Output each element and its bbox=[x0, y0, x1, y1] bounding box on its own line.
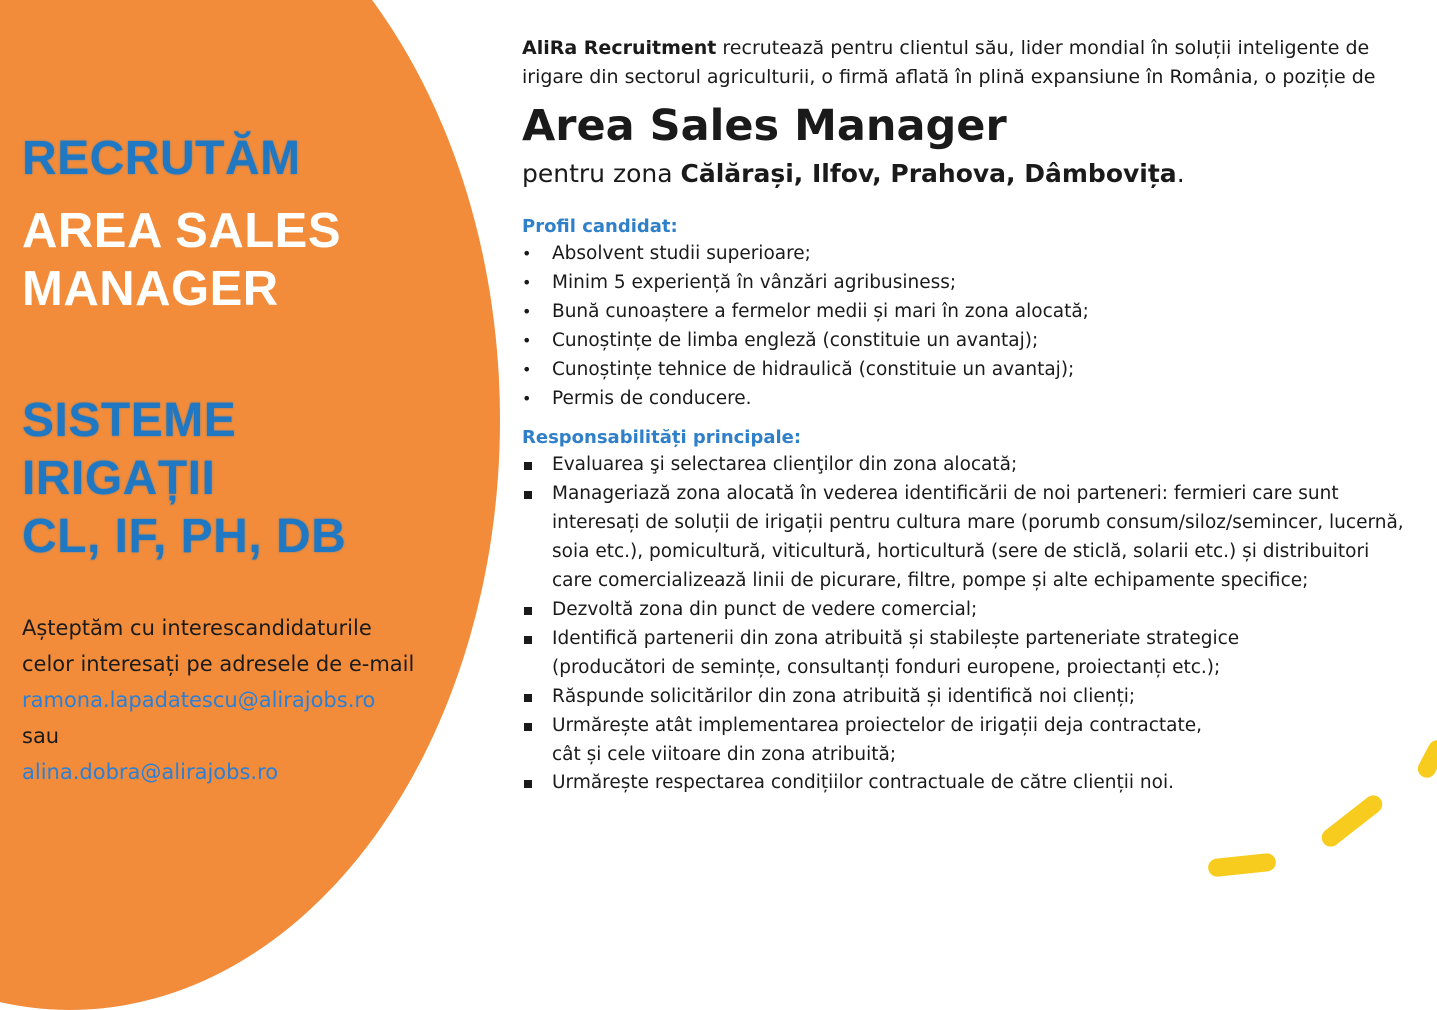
list-item: • Bună cunoaștere a fermelor medii și mari în zona alocată; bbox=[522, 298, 1422, 327]
bullet-dot-icon: • bbox=[522, 359, 532, 379]
list-item: • Cunoștințe de limba engleză (constituie un avantaj); bbox=[522, 327, 1422, 356]
list-item: Evaluarea şi selectarea clienţilor din zona alocată; bbox=[522, 451, 1422, 480]
zone-regions: Călărași, Ilfov, Prahova, Dâmbovița bbox=[680, 159, 1177, 188]
contact-block bbox=[22, 610, 492, 790]
list-item: • Absolvent studii superioare; bbox=[522, 240, 1422, 269]
bullet-square-icon bbox=[524, 607, 532, 615]
job-title: Area Sales Manager bbox=[522, 101, 1007, 151]
bullet-square-icon bbox=[524, 491, 532, 499]
email-link-ramona[interactable]: ramona.lapadatescu@alirajobs.ro bbox=[22, 688, 376, 712]
list-item: Dezvoltă zona din punct de vedere comercial; bbox=[522, 596, 1422, 625]
yellow-accent-dash bbox=[1318, 792, 1386, 851]
recrutam-heading: RECRUTĂM bbox=[22, 132, 301, 185]
contact-or: sau bbox=[22, 724, 60, 748]
role-line-1: AREA SALES bbox=[22, 204, 342, 258]
responsibilities-heading: Responsabilități principale: bbox=[522, 427, 802, 449]
company-name: AliRa Recruitment bbox=[522, 37, 717, 59]
bullet-dot-icon: • bbox=[522, 272, 532, 292]
system-line-3: CL, IF, PH, DB bbox=[22, 510, 347, 563]
bullet-dot-icon: • bbox=[522, 301, 532, 321]
yellow-accent-dash bbox=[1207, 852, 1277, 877]
list-item: Urmărește respectarea condițiilor contractuale de către clienții noi. bbox=[522, 769, 1422, 798]
system-line-1: SISTEME bbox=[22, 394, 237, 447]
bullet-dot-icon: • bbox=[522, 330, 532, 350]
system-line-2: IRIGAȚII bbox=[22, 452, 216, 505]
profile-list bbox=[522, 240, 1422, 413]
profile-heading: Profil candidat: bbox=[522, 216, 678, 237]
bullet-square-icon bbox=[524, 780, 532, 788]
list-item: Urmărește atât implementarea proiectelor de irigații deja contractate, cât și cele viitoare din zona atribuită; bbox=[522, 712, 1422, 770]
bullet-dot-icon: • bbox=[522, 244, 532, 263]
intro-text-line-2: irigare din sectorul agriculturii, o firmă aflată în plină expansiune în România, o poziție de bbox=[522, 66, 1376, 88]
bullet-dot-icon: • bbox=[522, 388, 532, 408]
bullet-square-icon bbox=[524, 694, 532, 702]
list-item: Identifică partenerii din zona atribuită și stabilește parteneriate strategice (producători de semințe, consultanți fonduri europene, proiectanți etc.); bbox=[522, 625, 1422, 683]
list-item: Răspunde solicitărilor din zona atribuită și identifică noi clienți; bbox=[522, 683, 1422, 712]
responsibilities-list bbox=[522, 451, 1422, 798]
zone-suffix: . bbox=[1176, 159, 1185, 188]
bullet-square-icon bbox=[524, 723, 532, 731]
list-item: • Minim 5 experiență în vânzări agribusiness; bbox=[522, 269, 1422, 298]
bullet-square-icon bbox=[524, 462, 532, 470]
contact-line-2: celor interesați pe adresele de e-mail bbox=[22, 652, 415, 676]
intro-text: recrutează pentru clientul său, lider mondial în soluții inteligente de bbox=[716, 37, 1370, 59]
bullet-square-icon bbox=[524, 636, 532, 644]
role-heading bbox=[22, 202, 341, 318]
email-link-alina[interactable]: alina.dobra@alirajobs.ro bbox=[22, 760, 279, 784]
zone-prefix: pentru zona bbox=[522, 159, 681, 188]
list-item: • Cunoștințe tehnice de hidraulică (constituie un avantaj); bbox=[522, 356, 1422, 385]
list-item: • Permis de conducere. bbox=[522, 385, 1422, 414]
role-line-2: MANAGER bbox=[22, 262, 279, 316]
system-heading bbox=[22, 392, 346, 566]
intro-paragraph bbox=[522, 34, 1422, 92]
zone-line bbox=[522, 156, 1422, 192]
list-item: Manageriază zona alocată în vederea identificării de noi parteneri: fermieri care sunt interesați de soluții de irigații pentru cultura mare (porumb consum/siloz/semincer, lucernă, soia etc.), pomicultură, viticultură, horticultură (sere de sticlă, solarii etc.) și distribuitori care comercializează linii de picurare, filtre, pompe și alte echipamente specifice; bbox=[522, 480, 1422, 596]
contact-line-1: Așteptăm cu interescandidaturile bbox=[22, 616, 372, 640]
right-panel bbox=[522, 34, 1422, 798]
